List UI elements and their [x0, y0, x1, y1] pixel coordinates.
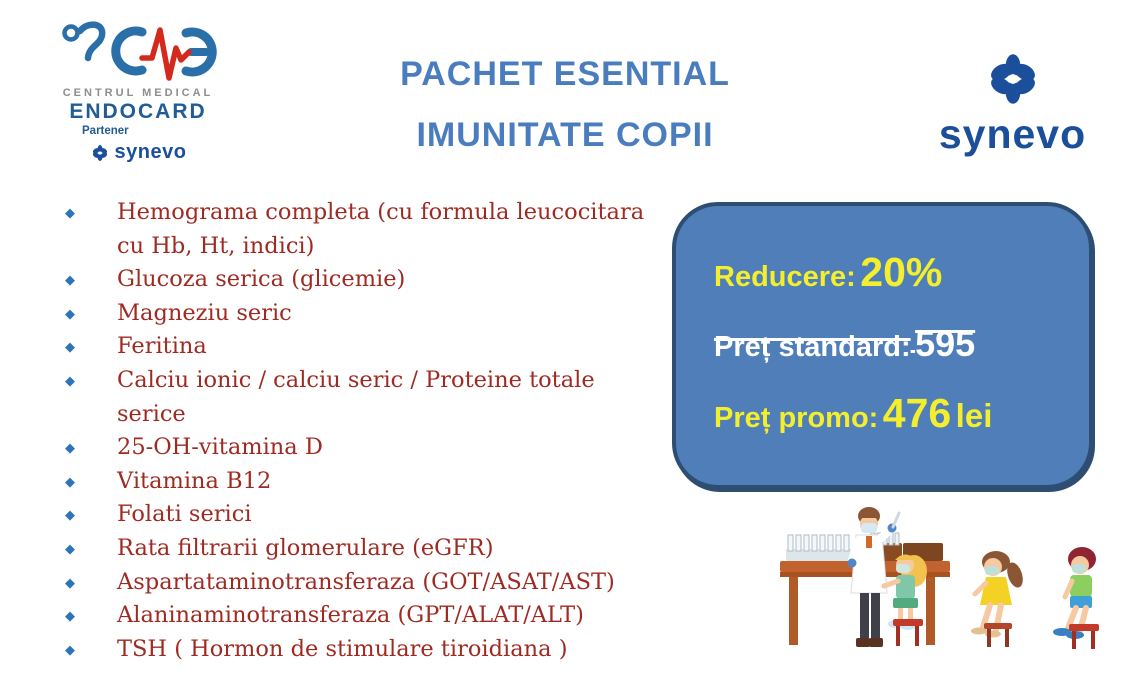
- diamond-bullet-icon: ◆: [65, 373, 75, 389]
- partener-label: Partener: [82, 125, 129, 137]
- synevo-small-logo: [48, 141, 228, 164]
- endocard-logo: [48, 18, 228, 164]
- test-item-label: Rata filtrarii glomerulare (eGFR): [117, 534, 494, 561]
- diamond-bullet-icon: ◆: [65, 541, 75, 557]
- test-item-label: Hemograma completa (cu formula leucocitara cu Hb, Ht, indici): [117, 199, 645, 259]
- test-item-label: Vitamina B12: [117, 467, 272, 494]
- test-item-label: 25-OH-vitamina D: [117, 434, 323, 461]
- synevo-logo: [925, 48, 1100, 158]
- test-item-label: Aspartataminotransferaza (GOT/ASAT/AST): [117, 568, 615, 595]
- test-item: [55, 364, 655, 431]
- standard-price-value: 595: [915, 323, 976, 364]
- test-item: [55, 465, 655, 499]
- test-item-label: Calciu ionic / calciu seric / Proteine totale serice: [117, 366, 595, 427]
- test-item: [55, 566, 655, 600]
- test-item-label: Folati serici: [117, 501, 252, 528]
- promo-price-label: Preț promo:: [714, 402, 879, 434]
- test-item-label: Feritina: [117, 333, 207, 360]
- cme-stethoscope-icon: [57, 18, 219, 84]
- diamond-bullet-icon: ◆: [65, 474, 75, 490]
- title-line-2: IMUNITATE COPII: [416, 116, 714, 154]
- diamond-bullet-icon: ◆: [65, 306, 75, 322]
- tests-list: [55, 196, 655, 666]
- test-item: [55, 498, 655, 532]
- synevo-flower-icon: [90, 143, 110, 163]
- synevo-small-wordmark: synevo: [114, 141, 187, 163]
- page-title: [345, 44, 785, 166]
- test-item: [55, 532, 655, 566]
- diamond-bullet-icon: ◆: [65, 206, 75, 221]
- discount-row: [714, 249, 1073, 302]
- endocard-name: ENDOCARD: [69, 100, 207, 123]
- promo-price-box: [672, 202, 1093, 489]
- test-item: [55, 196, 655, 263]
- discount-label: Reducere:: [714, 261, 856, 293]
- test-item: [55, 297, 655, 331]
- girl-yellow-dress-figure: [971, 551, 1026, 647]
- diamond-bullet-icon: ◆: [65, 441, 75, 457]
- test-item-label: Magneziu seric: [117, 299, 292, 326]
- diamond-bullet-icon: ◆: [65, 508, 75, 524]
- test-item-label: TSH ( Hormon de stimulare tiroidiana ): [117, 635, 568, 662]
- test-item: [55, 633, 655, 667]
- centrul-medical-label: CENTRUL MEDICAL: [62, 87, 214, 99]
- synevo-flower-icon: [982, 48, 1044, 110]
- standard-price-label: Preț standard:: [714, 331, 911, 363]
- diamond-bullet-icon: ◆: [65, 575, 75, 591]
- diamond-bullet-icon: ◆: [65, 340, 75, 356]
- diamond-bullet-icon: ◆: [65, 642, 75, 658]
- title-line-1: PACHET ESENTIAL: [400, 55, 730, 93]
- promo-price-row: [714, 390, 1073, 443]
- test-item: [55, 330, 655, 364]
- synevo-wordmark: synevo: [938, 111, 1087, 157]
- diamond-bullet-icon: ◆: [65, 609, 75, 625]
- boy-figure: [1053, 547, 1099, 649]
- test-item: [55, 431, 655, 465]
- promo-price-value: 476: [882, 390, 952, 436]
- discount-value: 20%: [860, 249, 943, 295]
- diamond-bullet-icon: ◆: [65, 273, 75, 289]
- blood-test-children-illustration: [772, 503, 1127, 675]
- promo-price-unit: lei: [955, 397, 993, 434]
- test-item-label: Glucoza serica (glicemie): [117, 266, 406, 293]
- test-item-label: Alaninaminotransferaza (GPT/ALAT/ALT): [117, 602, 584, 629]
- test-item: [55, 599, 655, 633]
- test-item: [55, 263, 655, 297]
- standard-price-row: [714, 323, 1073, 372]
